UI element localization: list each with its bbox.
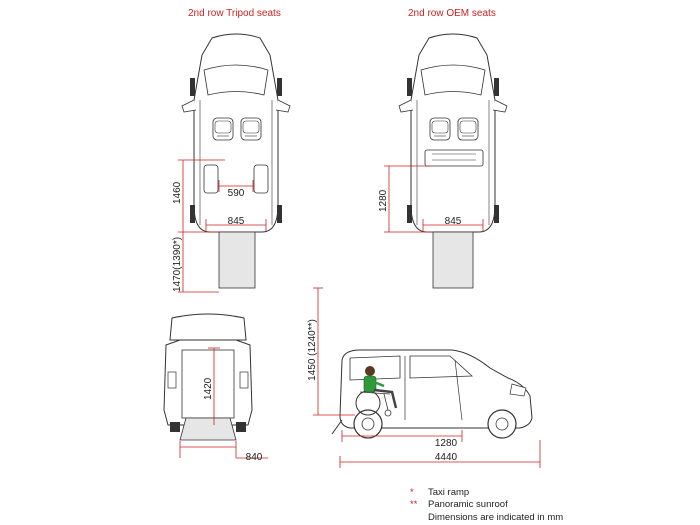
legend-text: Panoramic sunroof [428, 499, 508, 510]
dim-oem-length: 1280 [378, 189, 389, 212]
legend-taxi-ramp [410, 487, 469, 498]
dim-side-floor: 1280 [434, 438, 458, 449]
legend-mark: ** [410, 499, 418, 510]
dim-rear-height: 1420 [203, 377, 214, 400]
top-view-tripod [182, 34, 290, 288]
dim-side-total: 4440 [434, 452, 458, 463]
dim-side-height: 1450 (1240**) [307, 319, 318, 381]
title-tripod: 2nd row Tripod seats [188, 8, 281, 19]
side-view [332, 350, 532, 438]
title-oem: 2nd row OEM seats [408, 8, 496, 19]
dim-tripod-length: 1460 [172, 181, 183, 204]
legend-text: Taxi ramp [428, 487, 470, 498]
dim-tripod-ramp: 1470(1390*) [172, 236, 183, 292]
dim-rear-width: 840 [245, 452, 263, 463]
dim-tripod-width: 845 [227, 216, 245, 227]
dim-oem-width: 845 [444, 216, 462, 227]
top-view-oem [399, 34, 507, 288]
legend-sunroof [410, 499, 508, 510]
legend-text: Dimensions are indicated in mm [428, 512, 564, 523]
rear-view [164, 314, 252, 440]
dim-tripod-inner-width: 590 [227, 188, 245, 199]
legend-units [410, 512, 563, 523]
legend-mark: * [410, 487, 414, 498]
